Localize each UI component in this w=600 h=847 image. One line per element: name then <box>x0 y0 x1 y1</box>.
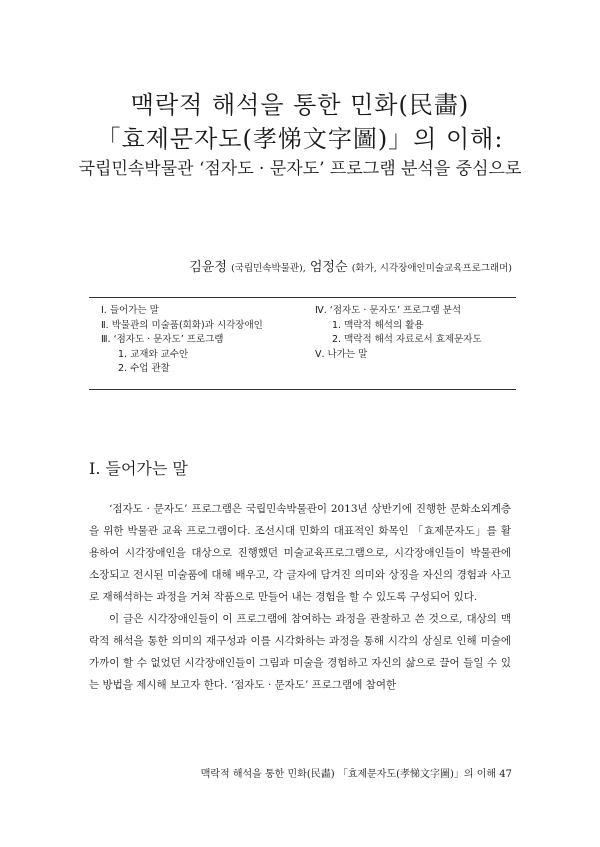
table-of-contents <box>89 297 516 390</box>
toc-right-column <box>315 304 482 362</box>
paragraph: 이 글은 시각장애인들이 이 프로그램에 참여하는 과정을 관찰하고 쓴 것으로, 대상의 맥락적 해석을 통한 의미의 재구성과 이를 시각화하는 과정을 통해 시각의 상실로 인해 미술에 가까이 할 수 없었던 시각장애인들이 그림과 미술을 경험하고 자신의 삶으로 끌어 들일 수 있는 방법을 제시해 보고자 한다. ‘점자도 · 문자도’ 프로그램에 참여한 <box>89 613 511 691</box>
toc-item: Ⅳ. ‘점자도 · 문자도’ 프로그램 분석 <box>315 305 462 316</box>
toc-item: Ⅱ. 박물관의 미술품(회화)과 시각장애인 <box>101 319 263 331</box>
title-line-2: 「효제문자도(孝悌文字圖)」의 이해: <box>96 125 504 153</box>
toc-subitem: 2. 맥락적 해석 자료로서 효제문자도 <box>332 334 482 345</box>
toc-subitem: 1. 교재와 교수안 <box>118 348 189 360</box>
toc-item: Ⅲ. ‘점자도 · 문자도’ 프로그램 <box>101 334 224 345</box>
paragraph: ‘점자도 · 문자도’ 프로그램은 국립민속박물관이 2013년 상반기에 진행한 문화소외계층을 위한 박물관 교육 프로그램이다. 조선시대 민화의 대표적인 화목인 「효제문자도」를 활용하여 시각장애인을 대상으로 진행했던 미술교육프로그램으로, 시각장애인들이 박물관에 소장되고 전시된 미술품에 대해 배우고, 각 글자에 담겨진 의미와 상징을 자신의 경험과 사고로 재해석하는 과정을 거쳐 작품으로 만들어 내는 경험을 할 수 있도록 구성되어 있다. <box>89 503 511 603</box>
toc-subitem: 1. 맥락적 해석의 활용 <box>332 319 424 331</box>
author-1-name: 김윤정 <box>189 260 227 275</box>
body-text <box>89 498 511 696</box>
author-1-affiliation: (국립민속박물관), <box>231 263 306 274</box>
author-2-affiliation: (화가, 시각장애인미술교육프로그래머) <box>351 263 512 274</box>
toc-item: Ⅴ. 나가는 말 <box>315 348 368 360</box>
subtitle: 국립민속박물관 ‘점자도 · 문자도’ 프로그램 분석을 중심으로 <box>78 159 522 179</box>
title-line-1: 맥락적 해석을 통한 민화(民畵) <box>130 91 470 119</box>
toc-item: Ⅰ. 들어가는 말 <box>101 305 159 316</box>
running-footer: 맥락적 해석을 통한 민화(民畵) 「효제문자도(孝悌文字圖)」의 이해 47 <box>200 769 512 780</box>
author-line <box>189 256 512 275</box>
section-heading: Ⅰ. 들어가는 말 <box>89 459 188 478</box>
toc-subitem: 2. 수업 관찰 <box>118 363 170 374</box>
author-2-name: 엄정순 <box>309 260 348 275</box>
toc-left-column <box>101 304 263 377</box>
